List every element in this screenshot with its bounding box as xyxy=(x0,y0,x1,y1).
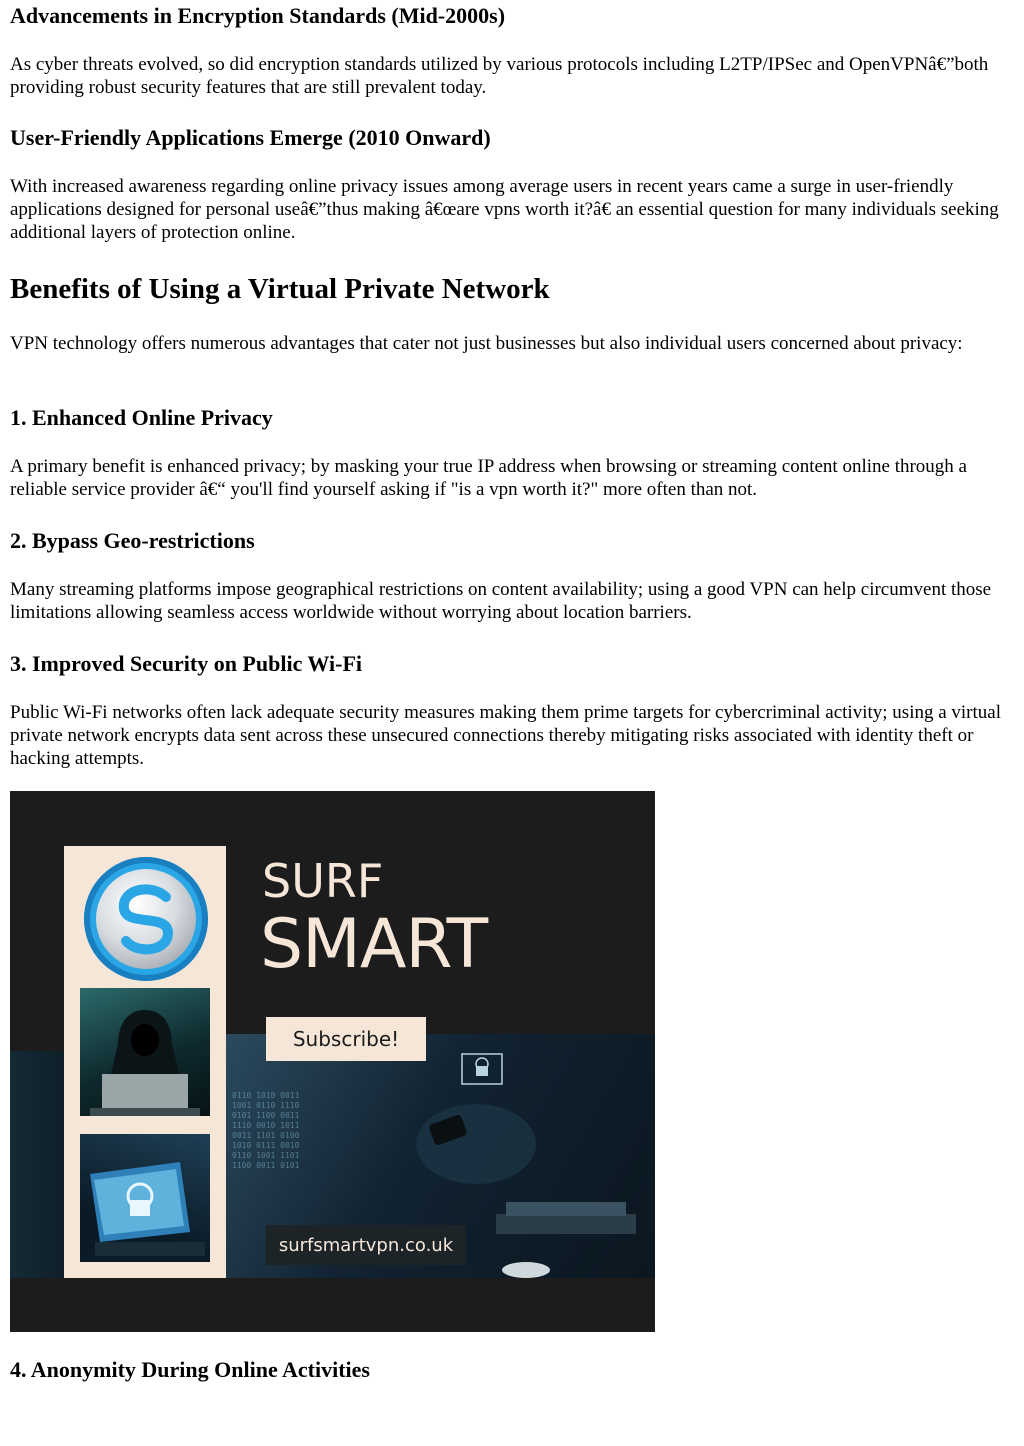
paragraph-benefits: VPN technology offers numerous advantages that cater not just businesses but also individual users concerned about privacy: xyxy=(10,333,963,354)
heading-encryption: Advancements in Encryption Standards (Mid-2000s) xyxy=(10,3,506,28)
heading-anonymity: 4. Anonymity During Online Activities xyxy=(10,1357,370,1382)
surf-smart-logo-icon xyxy=(84,857,208,981)
paragraph-wifi: Public Wi-Fi networks often lack adequate security measures making them prime targets for cybercriminal activity; using a virtual private network encrypts data sent across these unsecured connections thereby mitigating risks associated with identity theft or hacking attempts. xyxy=(10,702,1001,769)
subscribe-button: Subscribe! xyxy=(266,1017,426,1061)
banner-title-line1: SURF xyxy=(262,854,384,908)
s-logo-icon xyxy=(96,869,196,969)
banner-title-line2: SMART xyxy=(260,905,488,984)
heading-wifi: 3. Improved Security on Public Wi-Fi xyxy=(10,651,363,676)
paragraph-apps: With increased awareness regarding online privacy issues among average users in recent years came a surge in user-friendly applications designed for personal useâ€”thus making â€œare vpns worth it?â€ an essential question for many individuals seeking additional layers of protection online. xyxy=(10,176,999,243)
paragraph-privacy: A primary benefit is enhanced privacy; by masking your true IP address when browsing or streaming content online through a reliable service provider â€“ you'll find yourself asking if "is a vpn worth it?" more often than not. xyxy=(10,456,967,500)
paragraph-geo: Many streaming platforms impose geographical restrictions on content availability; using a good VPN can help circumvent those limitations allowing seamless access worldwide without worrying about location barriers. xyxy=(10,579,992,623)
laptop-lock-photo xyxy=(80,1134,210,1262)
hacker-photo xyxy=(80,988,210,1116)
heading-privacy: 1. Enhanced Online Privacy xyxy=(10,405,273,430)
heading-apps: User-Friendly Applications Emerge (2010 Onward) xyxy=(10,125,491,150)
paragraph-encryption: As cyber threats evolved, so did encryption standards utilized by various protocols including L2TP/IPSec and OpenVPNâ€”both providing robust security features that are still prevalent today. xyxy=(10,54,989,98)
heading-benefits: Benefits of Using a Virtual Private Network xyxy=(10,273,550,305)
surf-smart-banner-image xyxy=(10,791,655,1332)
binary-pattern-center: 0110 1010 0011 1001 0110 1110 0101 1100 0011 1110 0010 1011 0011 1101 0100 1010 0111 0010 0110 1001 1101 1100 0011 0101 xyxy=(232,1091,300,1170)
heading-geo: 2. Bypass Geo-restrictions xyxy=(10,528,255,553)
banner-url: surfsmartvpn.co.uk xyxy=(266,1225,466,1265)
